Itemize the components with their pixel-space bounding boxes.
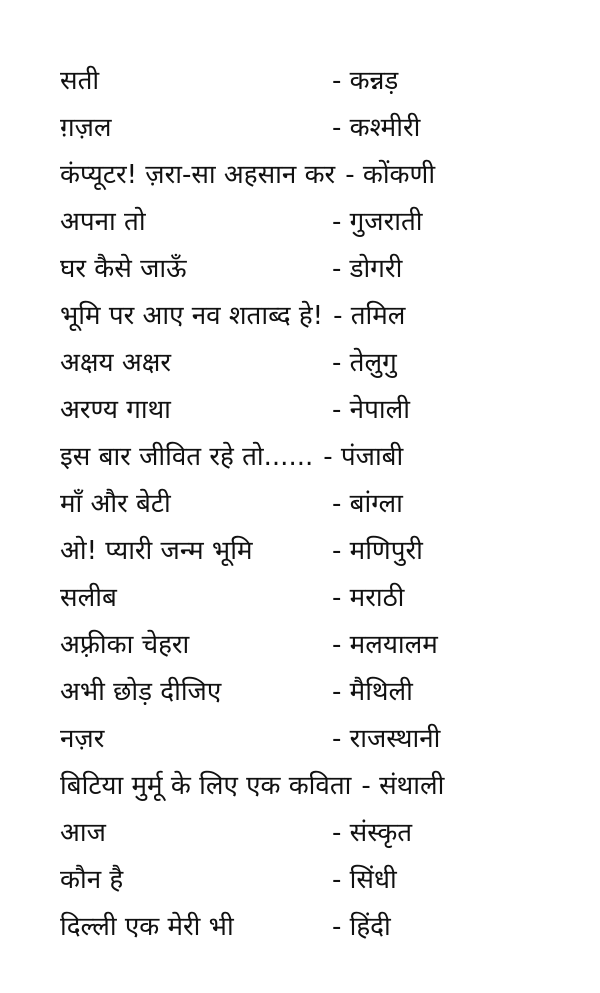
list-item (60, 904, 580, 951)
poem-title: बिटिया मुर्मू के लिए एक कविता (60, 771, 352, 801)
poem-language: - संथाली (361, 771, 445, 801)
list-item (60, 340, 580, 387)
list-item (60, 387, 580, 434)
poem-title: ओ! प्यारी जन्म भूमि (60, 536, 253, 566)
poem-language: - मैथिली (332, 677, 413, 707)
list-item (60, 528, 580, 575)
poem-language: - मराठी (332, 583, 405, 613)
poem-language: - संस्कृत (332, 818, 413, 848)
poem-language: - पंजाबी (323, 442, 404, 472)
list-item (60, 246, 580, 293)
list-item (60, 763, 580, 810)
list-item (60, 434, 580, 481)
poem-language: - नेपाली (332, 395, 410, 425)
poem-language: - गुजराती (332, 207, 423, 237)
poem-language: - सिंधी (332, 865, 397, 895)
poem-title: कौन है (60, 865, 124, 895)
poem-language-list (60, 58, 580, 951)
poem-title: ग़ज़ल (60, 113, 112, 143)
poem-title: घर कैसे जाऊँ (60, 254, 187, 284)
list-item (60, 716, 580, 763)
poem-language: - कोंकणी (345, 160, 436, 190)
poem-title: सलीब (60, 583, 117, 613)
poem-language: - मलयालम (332, 630, 438, 660)
list-item (60, 199, 580, 246)
poem-title: इस बार जीवित रहे तो...... (60, 442, 314, 472)
list-item (60, 152, 580, 199)
poem-language: - तेलुगु (332, 348, 397, 378)
list-item (60, 669, 580, 716)
poem-language: - राजस्थानी (332, 724, 441, 754)
list-item (60, 575, 580, 622)
poem-title: अक्षय अक्षर (60, 348, 171, 378)
poem-language: - कन्नड़ (332, 66, 399, 96)
poem-title: अभी छोड़ दीजिए (60, 677, 222, 707)
list-item (60, 810, 580, 857)
poem-language: - डोगरी (332, 254, 403, 284)
poem-language: - कश्मीरी (332, 113, 421, 143)
poem-language: - तमिल (333, 301, 406, 331)
poem-title: अपना तो (60, 207, 146, 237)
list-item (60, 293, 580, 340)
list-item (60, 481, 580, 528)
poem-title: आज (60, 818, 106, 848)
list-item (60, 58, 580, 105)
poem-title: माँ और बेटी (60, 489, 171, 519)
poem-title: दिल्ली एक मेरी भी (60, 912, 234, 942)
poem-title: अरण्य गाथा (60, 395, 171, 425)
poem-title: कंप्यूटर! ज़रा-सा अहसान कर (60, 160, 336, 190)
poem-language: - मणिपुरी (332, 536, 423, 566)
list-item (60, 857, 580, 904)
list-item (60, 105, 580, 152)
poem-language: - हिंदी (332, 912, 391, 942)
poem-title: भूमि पर आए नव शताब्द हे! (60, 301, 324, 331)
poem-title: सती (60, 66, 100, 96)
poem-title: अफ़्रीका चेहरा (60, 630, 190, 660)
list-item (60, 622, 580, 669)
poem-language: - बांग्ला (332, 489, 403, 519)
poem-title: नज़र (60, 724, 105, 754)
